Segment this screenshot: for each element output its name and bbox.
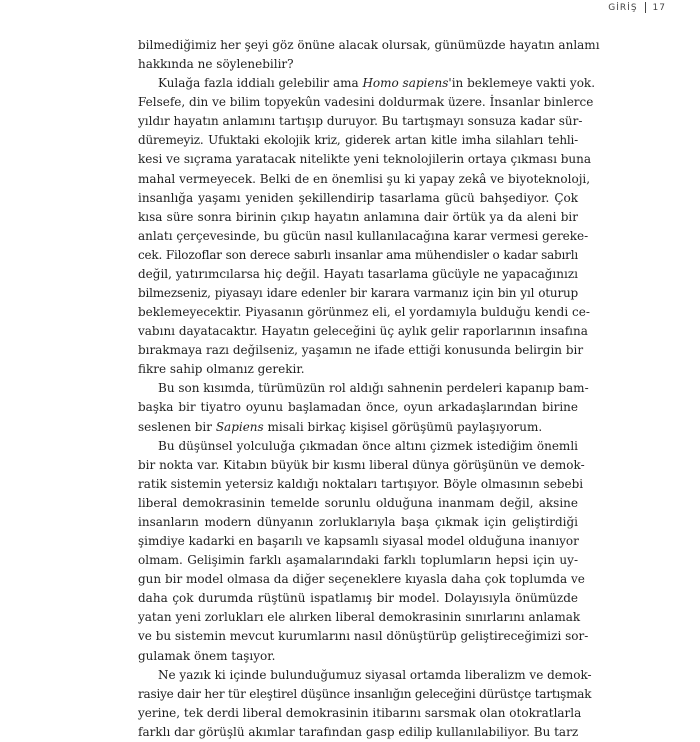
body-text <box>138 36 600 742</box>
text-line: Kulağa fazla iddialı gelebilir ama Homo sapiens'in beklemeye vakti yok. <box>158 76 596 91</box>
text-line: farklı dar görüşlü akımlar tarafından gasp edilip kullanılabiliyor. Bu tarz <box>138 724 579 739</box>
text-line: daha çok durumda rüştünü ispatlamış bir model. Dolayısıyla önümüzde <box>138 591 578 606</box>
text-line: insanların modern dünyanın zorluklarıyla başa çıkmak için geliştirdiği <box>138 514 578 529</box>
text-line: kesi ve sıçrama yaratacak nitelikte yeni teknolojilerin ortaya çıkması buna <box>138 152 592 167</box>
paragraph <box>138 379 589 436</box>
text-line: olmam. Gelişimin farklı aşamalarındaki farklı toplumların hepsi için uy- <box>138 553 578 568</box>
text-line: yerine, tek derdi liberal demokrasinin itibarını sarsmak olan otokratlarla <box>138 705 582 720</box>
page-number: 17 <box>652 2 666 13</box>
text-line: bırakmaya razı değilseniz, yaşamın ne ifade ettiği konusunda belirgin bir <box>138 343 584 358</box>
text-line: başka bir tiyatro oyunu başlamadan önce, oyun arkadaşlarından birine <box>138 400 578 415</box>
paragraph <box>138 36 600 74</box>
text-line: insanlığa yaşamı yeniden şekillendirip tasarlama gücü bahşediyor. Çok <box>138 190 578 205</box>
text-line: düremeyiz. Ufuktaki ekolojik kriz, giderek artan kitle imha silahları tehli- <box>138 133 578 148</box>
text-line: Bu düşünsel yolculuğa çıkmadan önce altını çizmek istediğim önemli <box>158 438 578 453</box>
text-line: ratik sistemin yetersiz kaldığı noktaları tartışıyor. Böyle olmasının sebebi <box>138 476 584 491</box>
text-line: yatan yeni zorlukları ele alırken liberal demokrasinin sınırlarını anlamak <box>138 610 581 625</box>
paragraph <box>138 437 589 666</box>
text-line: şimdiye kadarki en başarılı ve kapsamlı siyasal model olduğuna inanıyor <box>138 534 579 549</box>
text-line: gulamak önem taşıyor. <box>138 648 276 663</box>
text-line: rasiye dair her tür eleştirel düşünce insanlığın geleceğini dürüstçe tartışmak <box>138 686 592 701</box>
text-line: ve bu sistemin mevcut kurumlarını nasıl dönüştürüp geliştireceğimizi sor- <box>138 629 589 644</box>
text-line: mahal vermeyecek. Belki de en önemlisi şu ki yapay zekâ ve biyoteknoloji, <box>138 171 591 186</box>
text-line: liberal demokrasinin temelde sorunlu olduğuna inanmam değil, aksine <box>138 495 578 510</box>
text-line: yıldır hayatın anlamını tartışıp duruyor. Bu tartışmayı sonsuza kadar sür- <box>138 114 583 129</box>
running-header <box>608 2 666 13</box>
text-line: bilmezseniz, piyasayı idare edenler bir karara varmanız için bin yıl oturup <box>138 286 578 301</box>
text-line: bir nokta var. Kitabın büyük bir kısmı liberal dünya görüşünün ve demok- <box>138 457 585 472</box>
section-title: GİRİŞ <box>608 2 638 13</box>
text-line: kısa süre sonra birinin çıkıp hayatın anlamına dair örtük ya da aleni bir <box>138 209 578 224</box>
text-line: Ne yazık ki içinde bulunduğumuz siyasal ortamda liberalizm ve demok- <box>158 667 592 682</box>
text-line: beklemeyecektir. Piyasanın görünmez eli, el yordamıyla bulduğu kendi ce- <box>138 305 590 320</box>
paragraph <box>138 666 592 742</box>
text-line: anlatı çerçevesinde, bu gücün nasıl kullanılacağına karar vermesi gereke- <box>138 228 589 243</box>
text-line: cek. Filozoflar son derece sabırlı insanlar ama mühendisler o kadar sabırlı <box>138 247 578 262</box>
text-line: gun bir model olmasa da diğer seçeneklere kıyasla daha çok toplumda ve <box>138 572 585 587</box>
text-line: Bu son kısımda, türümüzün rol aldığı sahnenin perdeleri kapanıp bam- <box>158 381 589 396</box>
paragraph <box>138 74 596 379</box>
text-line: seslenen bir Sapiens misali birkaç kişisel görüşümü paylaşıyorum. <box>138 419 543 434</box>
text-line: bilmediğimiz her şeyi göz önüne alacak olursak, günümüzde hayatın anlamı <box>138 38 600 52</box>
text-line: hakkında ne söylenebilir? <box>138 57 294 72</box>
header-separator <box>645 2 646 13</box>
text-line: Felsefe, din ve bilim topyekûn vadesini doldurmak üzere. İnsanlar binlerce <box>138 95 594 110</box>
text-line: fikre sahip olmanız gerekir. <box>138 362 305 377</box>
text-line: değil, yatırımcılarsa hiç değil. Hayatı tasarlama gücüyle ne yapacağınızı <box>138 266 578 281</box>
text-line: vabını dayatacaktır. Hayatın geleceğini üç aylık gelir raporlarının insafına <box>138 324 588 339</box>
